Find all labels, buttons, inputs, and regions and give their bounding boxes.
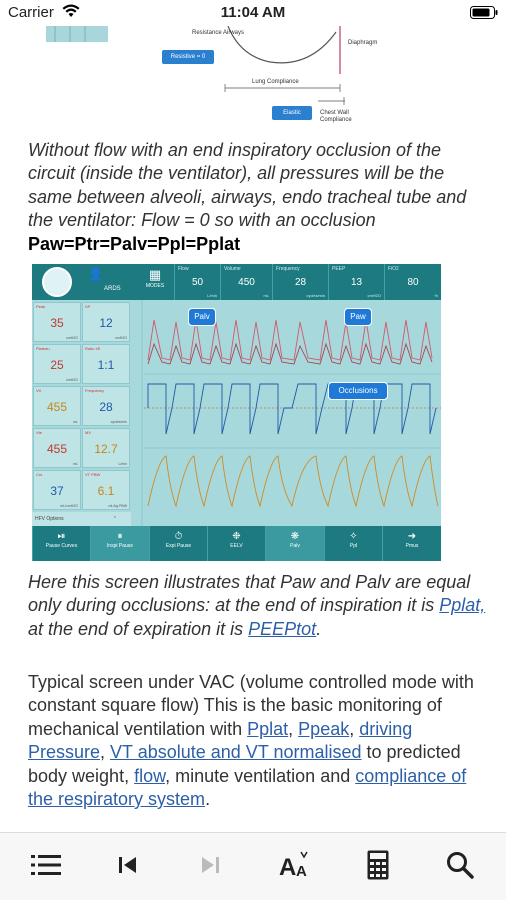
setting-flow (174, 264, 220, 300)
monitor-vti (33, 386, 81, 426)
next-page-button[interactable] (190, 845, 230, 885)
inspi-pause-button (90, 526, 149, 561)
ventilator-settings-bar (32, 264, 441, 300)
paragraph-text: . (205, 789, 211, 810)
ventilator-screen-image (32, 264, 441, 561)
diaphragm-label: Diaphragm (348, 40, 378, 46)
monitor-value: 1:1 (97, 358, 115, 372)
monitor-label: Vti (36, 388, 41, 393)
monitoring-panel (32, 300, 131, 526)
setting-value: 50 (191, 277, 204, 288)
monitor-unit: cmH2O (66, 336, 78, 340)
monitor-value: 12 (99, 316, 113, 330)
pleural-icon: ✧ (349, 531, 358, 542)
search-button[interactable] (440, 845, 480, 885)
monitor-value: 455 (46, 442, 68, 456)
previous-icon (117, 854, 139, 876)
ventilator-action-bar (32, 526, 441, 561)
vac-paragraph (28, 671, 488, 811)
monitor-unit: mL/kg PBW (108, 504, 127, 508)
status-bar (0, 0, 506, 26)
setting-unit: mL (263, 293, 269, 298)
paragraph-text: Here this screen illustrates that Paw and Palv are equal only during occlusions: at the end of inspiration it is (28, 572, 471, 616)
pplat-link[interactable]: Pplat (247, 718, 289, 739)
monitor-unit: mL/cmH2O (60, 504, 78, 508)
pmus-button (382, 526, 441, 561)
inspiratory-pause-icon: ⏸ (117, 531, 123, 542)
paw-palv-paragraph (28, 571, 488, 641)
ppl-button (324, 526, 382, 561)
monitor-value: 6.1 (97, 484, 115, 498)
patient-icon: 👤 (88, 267, 103, 281)
setting-label: Flow (178, 266, 189, 272)
monitor-unit: L/min (118, 462, 127, 466)
svg-text:A: A (279, 854, 297, 879)
pause-curves-button (32, 526, 90, 561)
peeptot-link[interactable]: PEEPtot (248, 618, 317, 639)
contents-button[interactable] (26, 845, 66, 885)
action-label: EELV (230, 543, 243, 549)
lung-model-diagram (0, 26, 506, 126)
pressure-equation: Paw=Ptr=Palv=Ppl=Pplat (28, 233, 241, 254)
monitor-unit: cmH2O (66, 378, 78, 382)
elastic-button: Elastic (272, 106, 312, 120)
svg-text:A: A (296, 863, 307, 879)
monitor-label: MV (85, 430, 91, 435)
waveform-panel (132, 300, 441, 526)
monitor-value: 35 (50, 316, 64, 330)
pplat-link[interactable]: Pplat, (439, 595, 486, 616)
monitor-unit: cmH2O (115, 336, 127, 340)
monitor-value: 28 (99, 400, 113, 414)
modes-label: MODES (145, 283, 165, 289)
monitor-unit: mL (73, 462, 78, 466)
paragraph-text: Typical screen under VAC (volume controlled mode with constant square flow) This is the basic monitoring of mechanical ventilation with (28, 672, 474, 739)
alveoli-icon: ❋ (290, 531, 300, 542)
setting-fio2 (384, 264, 441, 300)
setting-label: Volume (224, 266, 241, 272)
text-size-icon (279, 851, 313, 879)
app-logo (42, 267, 72, 297)
text-size-button[interactable] (276, 845, 316, 885)
chevron-up-icon: ⌃ (112, 516, 117, 522)
monitor-dp (82, 302, 130, 342)
monitor-label: Ratio I/E (85, 346, 101, 351)
monitor-vte (33, 428, 81, 468)
muscle-icon: ➜ (407, 531, 417, 542)
flow-link[interactable]: flow (134, 765, 166, 786)
paragraph-text: , (288, 718, 299, 739)
driving-pressure-link[interactable]: driving Pressure (28, 718, 413, 763)
search-icon (446, 851, 474, 879)
patient-selector (82, 264, 136, 300)
modes-button (138, 264, 172, 300)
calculator-button[interactable] (358, 845, 398, 885)
monitor-ratio (82, 344, 130, 384)
lung-compliance-label: Lung Compliance (252, 79, 299, 85)
hfv-options-row (32, 512, 131, 526)
paragraph-text: , (349, 718, 360, 739)
paragraph-text: to predicted body weight, (28, 742, 461, 786)
setting-value: 28 (294, 277, 307, 288)
monitor-label: Vte (36, 430, 43, 435)
monitor-unit: cycles/min (110, 420, 127, 424)
setting-unit: cycles/min (306, 293, 325, 298)
expiratory-pause-icon: ⏱ (174, 531, 183, 542)
waveforms (132, 300, 441, 526)
monitor-plateau (33, 344, 81, 384)
lungs-icon: ❉ (232, 531, 241, 542)
paragraph-text: at the end of expiration it is (28, 618, 249, 639)
calculator-icon (367, 850, 389, 880)
monitor-crs (33, 470, 81, 510)
clock: 11:04 AM (220, 4, 286, 21)
resistive-button: Resistive = 0 (162, 50, 214, 64)
paragraph-text: Without flow with an end inspiratory occlusion of the circuit (inside the ventilator), all pressures will be the same between alveoli, airways, endo tracheal tube and the ventilator: Flow = 0 so with an occlusion (28, 140, 467, 231)
grid-icon: ▦ (148, 267, 162, 282)
carrier-label: Carrier (8, 4, 54, 21)
monitor-value: 37 (50, 484, 64, 498)
setting-value: 450 (238, 277, 255, 288)
expi-pause-button (149, 526, 207, 561)
monitor-label: Frequency (85, 388, 104, 393)
monitor-label: Crs (36, 472, 43, 477)
battery-icon (470, 6, 498, 19)
setting-label: Frequency (276, 266, 300, 272)
monitor-value: 25 (50, 358, 64, 372)
ppeak-link[interactable]: Ppeak (298, 718, 350, 739)
action-label: Palv (290, 543, 300, 549)
setting-unit: L/min (207, 293, 217, 298)
setting-label: FiO2 (388, 266, 399, 272)
monitor-frequency (82, 386, 130, 426)
paragraph-text: . (316, 618, 322, 639)
action-label: Pmus (405, 543, 419, 549)
action-label: Inspi Pause (106, 543, 134, 549)
patient-label: ARDS (104, 286, 121, 292)
paw-callout: Paw (344, 308, 372, 326)
monitor-label: VT PBW (85, 472, 101, 477)
occlusion-paragraph (28, 139, 488, 256)
monitor-mv (82, 428, 130, 468)
setting-frequency (272, 264, 328, 300)
monitor-value: 455 (46, 400, 68, 414)
monitor-unit: mL (73, 420, 78, 424)
paragraph-text: , (100, 742, 111, 763)
palv-button (265, 526, 324, 561)
list-icon (31, 853, 61, 877)
setting-value: 13 (350, 277, 363, 288)
next-icon (199, 854, 221, 876)
compliance-link[interactable]: compliance of the respiratory system (28, 765, 467, 810)
monitor-vt-pbw (82, 470, 130, 510)
setting-value: 80 (407, 277, 419, 288)
monitor-peak (33, 302, 81, 342)
vt-link[interactable]: VT absolute and VT normalised (110, 742, 362, 763)
setting-unit: cmH2O (367, 293, 381, 298)
chest-wall-compliance-label: Chest Wall Compliance (320, 110, 352, 123)
monitor-label: Peak (36, 304, 46, 309)
monitor-label: Plateau (36, 346, 50, 351)
setting-volume (220, 264, 272, 300)
setting-label: PEEP (332, 266, 346, 272)
previous-page-button[interactable] (108, 845, 148, 885)
setting-unit: % (434, 293, 438, 298)
resistance-airways-label: Resistance Airways (192, 30, 245, 36)
bottom-toolbar (0, 832, 506, 900)
action-label: Pause Curves (45, 543, 78, 549)
play-pause-icon: ⏯ (57, 531, 66, 542)
monitor-label: DP (85, 304, 91, 309)
palv-callout: Palv (188, 308, 216, 326)
occlusions-callout: Occlusions (328, 382, 388, 400)
paragraph-text: , minute ventilation and (165, 765, 356, 786)
setting-peep (328, 264, 384, 300)
monitor-value: 12.7 (94, 442, 118, 456)
action-label: Expi Pause (165, 543, 192, 549)
article-content[interactable] (0, 26, 506, 832)
action-label: Ppl (349, 543, 358, 549)
eelv-button (207, 526, 265, 561)
hfv-label: HFV Options (35, 516, 64, 522)
